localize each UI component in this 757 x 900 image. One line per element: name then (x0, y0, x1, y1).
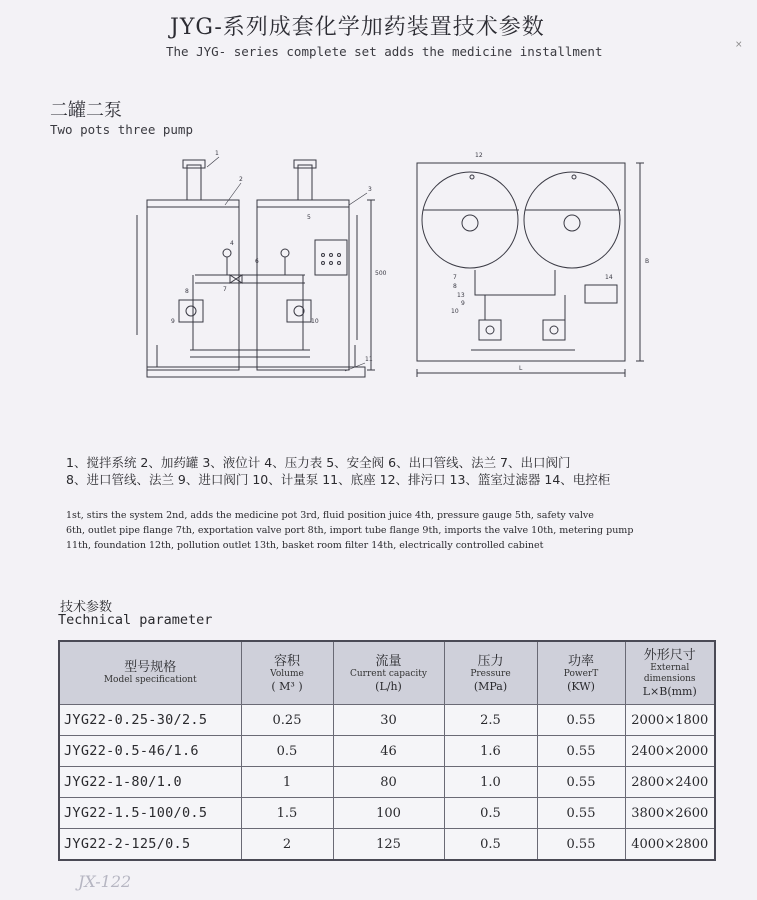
cell-pressure: 1.0 (444, 767, 537, 798)
dimension-height: 500 (375, 270, 387, 277)
label-1: 1 (215, 150, 219, 157)
front-view (137, 160, 375, 377)
dimension-width: B (645, 258, 650, 265)
table-title-en: Technical parameter (58, 612, 213, 628)
legend-cn-line: 8、进口管线、法兰 9、进口阀门 10、计量泵 11、底座 12、排污口 13、篮室过滤器 14、电控柜 (66, 472, 611, 487)
cell-pressure: 0.5 (444, 829, 537, 861)
base-frame (147, 367, 365, 377)
cell-volume: 1 (241, 767, 333, 798)
label-2: 2 (239, 176, 243, 183)
table-header-row (59, 641, 715, 705)
label-12: 12 (475, 152, 483, 159)
plan-label-9: 9 (461, 300, 465, 307)
cell-capacity: 46 (333, 736, 444, 767)
cell-model: JYG22-1-80/1.0 (59, 767, 241, 798)
pump-plan-left (479, 320, 501, 340)
pressure-gauge-left (223, 249, 231, 257)
cell-power: 0.55 (537, 798, 625, 829)
mixer-motor-left (187, 165, 201, 200)
label-13: 13 (457, 292, 465, 299)
plan-label-10: 10 (451, 308, 459, 315)
cell-model: JYG22-0.25-30/2.5 (59, 705, 241, 736)
header-cn: 外形尺寸 (643, 648, 696, 663)
legend-en-line: 6th, outlet pipe flange 7th, exportation valve port 8th, import tube flange 9th, imports the valve 10th, metering pump (66, 525, 634, 536)
table-title-cn: 技术参数 (60, 600, 113, 615)
handwritten-mark: JX-122 (78, 872, 132, 891)
cell-volume: 0.25 (241, 705, 333, 736)
table-row (59, 829, 715, 861)
header-cn: 容积 (273, 653, 300, 669)
label-8: 8 (185, 288, 189, 295)
equipment-drawing (135, 145, 655, 390)
cell-model: JYG22-2-125/0.5 (59, 829, 241, 861)
section-title-en: Two pots three pump (50, 122, 193, 137)
cell-power: 0.55 (537, 767, 625, 798)
control-cabinet (315, 240, 347, 275)
pressure-gauge-right (281, 249, 289, 257)
plan-label-7: 7 (453, 274, 457, 281)
page-subtitle-english: The JYG- series complete set adds the medicine installment (166, 44, 603, 59)
header-unit: (KW) (567, 679, 595, 693)
cell-model: JYG22-0.5-46/1.6 (59, 736, 241, 767)
legend-en-line: 11th, foundation 12th, pollution outlet 13th, basket room filter 14th, electrically controlled cabinet (66, 540, 544, 551)
cell-model: JYG22-1.5-100/0.5 (59, 798, 241, 829)
table-row (59, 736, 715, 767)
header-en: Pressure (470, 668, 511, 679)
plan-label-8: 8 (453, 283, 457, 290)
cell-capacity: 80 (333, 767, 444, 798)
cell-dimensions: 2400×2000 (625, 736, 715, 767)
cell-capacity: 30 (333, 705, 444, 736)
cell-power: 0.55 (537, 705, 625, 736)
cell-capacity: 100 (333, 798, 444, 829)
label-9: 9 (171, 318, 175, 325)
legend-english (66, 508, 633, 553)
header-power (537, 641, 625, 705)
cell-pressure: 2.5 (444, 705, 537, 736)
label-5: 5 (307, 214, 311, 221)
cell-pressure: 1.6 (444, 736, 537, 767)
legend-en-line: 1st, stirs the system 2nd, adds the medicine pot 3rd, fluid position juice 4th, pressure gauge 5th, safety valve (66, 510, 594, 521)
cell-power: 0.55 (537, 829, 625, 861)
metering-pump-left (179, 300, 203, 322)
header-cn: 型号规格 (124, 660, 177, 675)
inlet-pipe (190, 350, 310, 357)
header-cn: 功率 (567, 653, 594, 669)
cell-dimensions: 2800×2400 (625, 767, 715, 798)
cell-volume: 1.5 (241, 798, 333, 829)
header-en: Current capacity (349, 668, 428, 679)
cell-volume: 0.5 (241, 736, 333, 767)
header-en: External dimensions (643, 663, 696, 684)
label-3: 3 (368, 186, 372, 193)
header-en: Model specificationt (103, 675, 197, 685)
header-cn: 流量 (375, 653, 402, 669)
header-cn: 压力 (477, 653, 504, 669)
header-pressure (444, 641, 537, 705)
header-unit: (L/h) (375, 679, 402, 693)
corner-mark: × (735, 40, 743, 50)
legend-cn-line: 1、搅拌系统 2、加药罐 3、液位计 4、压力表 5、安全阀 6、出口管线、法兰 7、出口阀门 (66, 455, 571, 470)
tank-plan-right (524, 172, 620, 268)
table-row (59, 798, 715, 829)
page-title: JYG-系列成套化学加药装置技术参数 (170, 15, 545, 40)
section-title-cn: 二罐二泵 (50, 100, 122, 121)
outlet-pipe (195, 275, 305, 283)
cell-dimensions: 3800×2600 (625, 798, 715, 829)
header-unit: ( M³ ) (271, 679, 303, 693)
dimension-length: L (519, 365, 523, 372)
legend-chinese (66, 454, 610, 488)
plan-frame (417, 163, 625, 361)
tank-plan-left (422, 172, 518, 268)
cell-dimensions: 4000×2800 (625, 829, 715, 861)
label-14: 14 (605, 274, 613, 281)
label-4: 4 (230, 240, 234, 247)
cell-capacity: 125 (333, 829, 444, 861)
header-en: Volume (270, 668, 304, 679)
cell-dimensions: 2000×1800 (625, 705, 715, 736)
label-7: 7 (223, 286, 227, 293)
header-en: PowerT (563, 668, 599, 679)
control-cabinet-plan (585, 285, 617, 303)
header-unit: (MPa) (473, 679, 508, 693)
header-capacity (333, 641, 444, 705)
header-model (59, 641, 241, 705)
metering-pump-right (287, 300, 311, 322)
pump-plan-right (543, 320, 565, 340)
header-dimensions (625, 641, 715, 705)
cell-volume: 2 (241, 829, 333, 861)
table-row (59, 705, 715, 736)
outlet-valve (230, 275, 242, 283)
header-volume (241, 641, 333, 705)
label-10: 10 (311, 318, 319, 325)
label-6: 6 (255, 258, 259, 265)
mixer-motor-right (298, 165, 312, 200)
technical-parameter-table (58, 640, 716, 861)
header-unit: L×B(mm) (642, 685, 697, 698)
cell-pressure: 0.5 (444, 798, 537, 829)
cell-power: 0.55 (537, 736, 625, 767)
plan-view (417, 163, 644, 377)
label-11: 11 (365, 356, 373, 363)
table-row (59, 767, 715, 798)
